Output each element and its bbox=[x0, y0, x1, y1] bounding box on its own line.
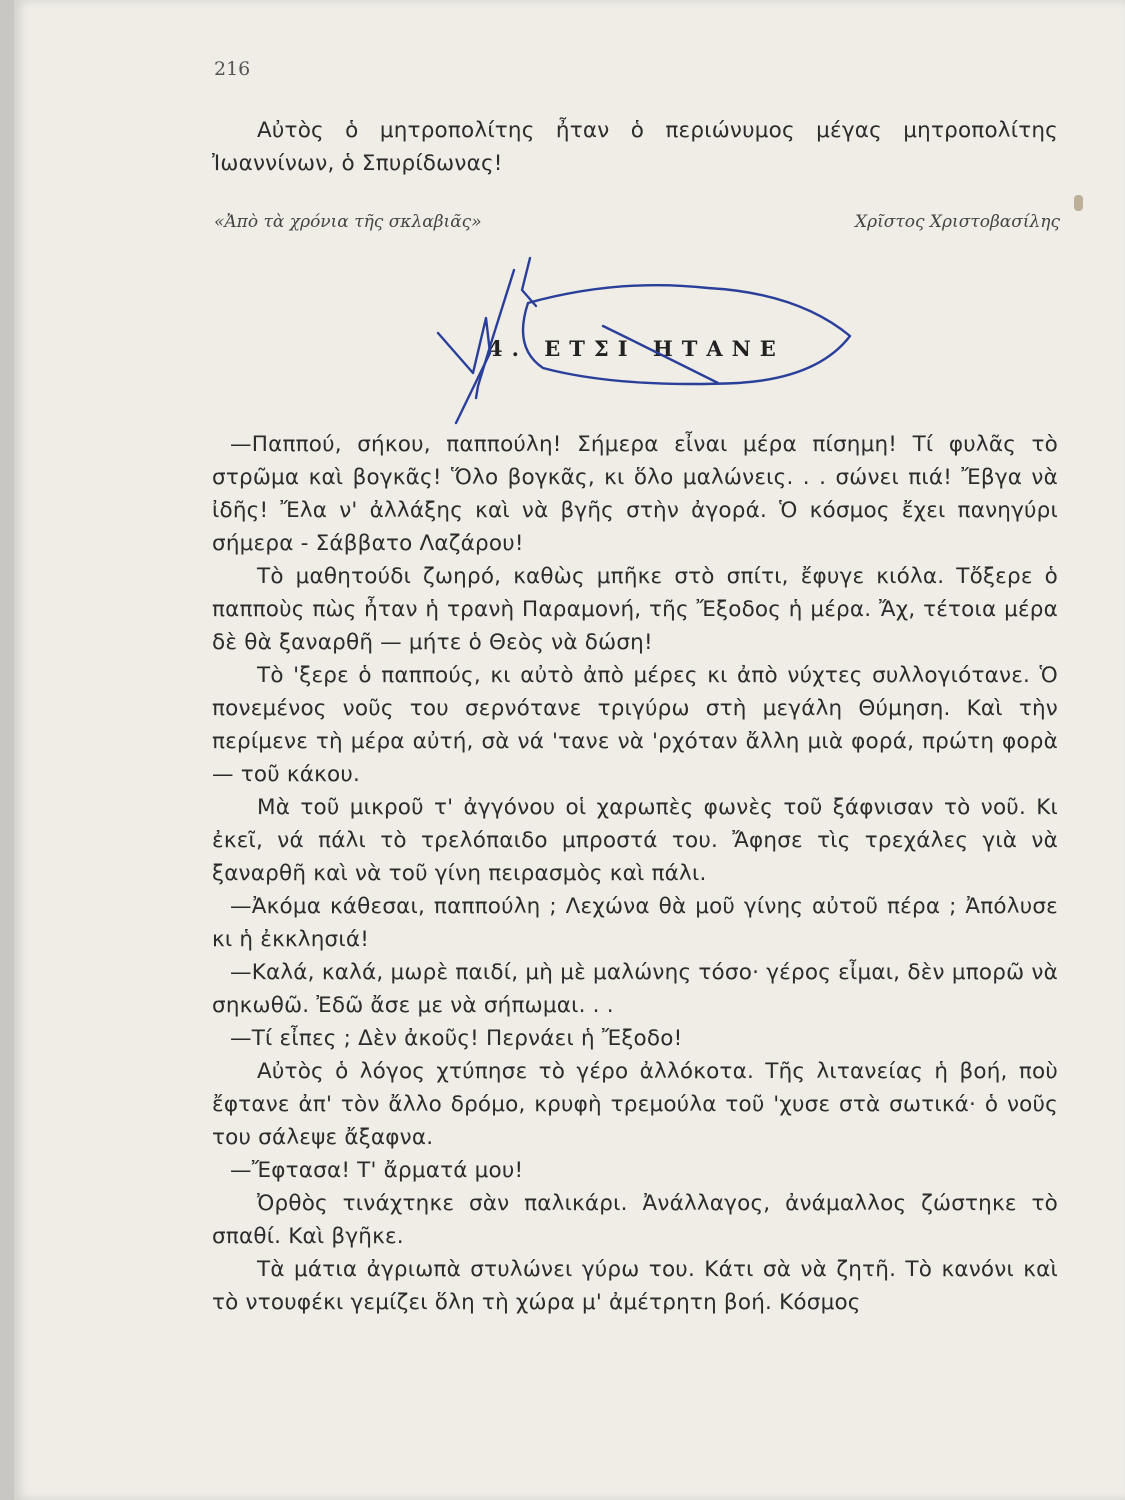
paragraph: Τὸ 'ξερε ὁ παππούς, κι αὐτὸ ἀπὸ μέρες κι ἀπὸ νύχτες συλλογιότανε. Ὁ πονεμένος νοῦς του σερνότανε τριγύρω στὴ μεγάλη Θύμηση. Καὶ τὴν περίμενε τὴ μέρα αὐτή, σὰ νά 'τανε νὰ 'ρχόταν ἄλλη μιὰ φορά, πρώτη φορὰ — τοῦ κάκου. bbox=[212, 663, 1058, 787]
paragraph: Μὰ τοῦ μικροῦ τ' ἀγγόνου οἱ χαρωπὲς φωνὲς τοῦ ξάφνισαν τὸ νοῦ. Κι ἐκεῖ, νά πάλι τὸ τρελόπαιδο μπροστά του. Ἄφησε τὶς τρεχάλες γιὰ νὰ ξαναρθῆ καὶ νὰ τοῦ γίνη πειρασμὸς καὶ πάλι. bbox=[212, 795, 1058, 886]
paragraph: —Ἀκόμα κάθεσαι, παππούλη ; Λεχώνα θὰ μοῦ γίνης αὐτοῦ πέρα ; Ἀπόλυσε κι ἡ ἐκκλησιά! bbox=[212, 894, 1058, 952]
source-citation bbox=[214, 212, 1060, 232]
paragraph: —Καλά, καλά, μωρὲ παιδί, μὴ μὲ μαλώνης τόσο· γέρος εἶμαι, δὲν μπορῶ νὰ σηκωθῶ. Ἐδῶ ἄσε με νὰ σήπωμαι. . . bbox=[212, 960, 1058, 1018]
source-title: «Ἀπὸ τὰ χρόνια τῆς σκλαβιᾶς» bbox=[214, 212, 482, 232]
page-number: 216 bbox=[214, 58, 251, 80]
section-heading: 4. ΕΤΣΙ ΗΤΑΝΕ bbox=[488, 336, 785, 361]
paragraph: Τὸ μαθητούδι ζωηρό, καθὼς μπῆκε στὸ σπίτι, ἔφυγε κιόλα. Τὄξερε ὁ παπποὺς πὼς ἦταν ἡ τρανὴ Παραμονή, τῆς Ἔξοδος ἡ μέρα. Ἄχ, τέτοια μέρα δὲ θὰ ξαναρθῆ — μήτε ὁ Θεὸς νὰ δώση! bbox=[212, 564, 1058, 655]
paragraph: Τὰ μάτια ἀγριωπὰ στυλώνει γύρω του. Κάτι σὰ νὰ ζητῆ. Τὸ κανόνι καὶ τὸ ντουφέκι γεμίζει ὅλη τὴ χώρα μ' ἀμέτρητη βοή. Κόσμος bbox=[212, 1257, 1058, 1315]
paragraph: —Τί εἶπες ; Δὲν ἀκοῦς! Περνάει ἡ Ἔξοδο! bbox=[230, 1026, 683, 1051]
paragraph: Αὐτὸς ὁ λόγος χτύπησε τὸ γέρο ἀλλόκοτα. Τῆς λιτανείας ἡ βοή, ποὺ ἔφτανε ἀπ' τὸν ἄλλο δρόμο, κρυφὴ τρεμούλα τοῦ 'χυσε στὰ σωτικά· ὁ νοῦς του σάλεψε ἄξαφνα. bbox=[212, 1059, 1058, 1150]
page-stain bbox=[1074, 195, 1083, 211]
source-author: Χρῖστος Χριστοβασίλης bbox=[855, 212, 1060, 232]
paragraph: —Ἔφτασα! Τ' ἄρματά μου! bbox=[230, 1158, 524, 1183]
paragraph: Ὀρθὸς τινάχτηκε σὰν παλικάρι. Ἀνάλλαγος, ἀνάμαλλος ζώστηκε τὸ σπαθί. Καὶ βγῆκε. bbox=[212, 1191, 1058, 1249]
paragraph: —Παππού, σήκου, παππούλη! Σήμερα εἶναι μέρα πίσημη! Τί φυλᾶς τὸ στρῶμα καὶ βογκᾶς! Ὅλο βογκᾶς, κι ὅλο μαλώνεις. . . σώνει πιά! Ἔβγα νὰ ἰδῆς! Ἔλα ν' ἀλλάξης καὶ νὰ βγῆς στὴν ἀγορά. Ὁ κόσμος ἔχει πανηγύρι σήμερα - Σάββατο Λαζάρου! bbox=[212, 432, 1058, 556]
handwritten-signature bbox=[418, 248, 868, 448]
story-body bbox=[212, 428, 1058, 1319]
intro-paragraph bbox=[212, 114, 1058, 180]
intro-text: Αὐτὸς ὁ μητροπολίτης ἦταν ὁ περιώνυμος μέγας μητροπολίτης Ἰωαννίνων, ὁ Σπυρίδωνας! bbox=[212, 118, 1058, 176]
book-page bbox=[14, 0, 1125, 1500]
